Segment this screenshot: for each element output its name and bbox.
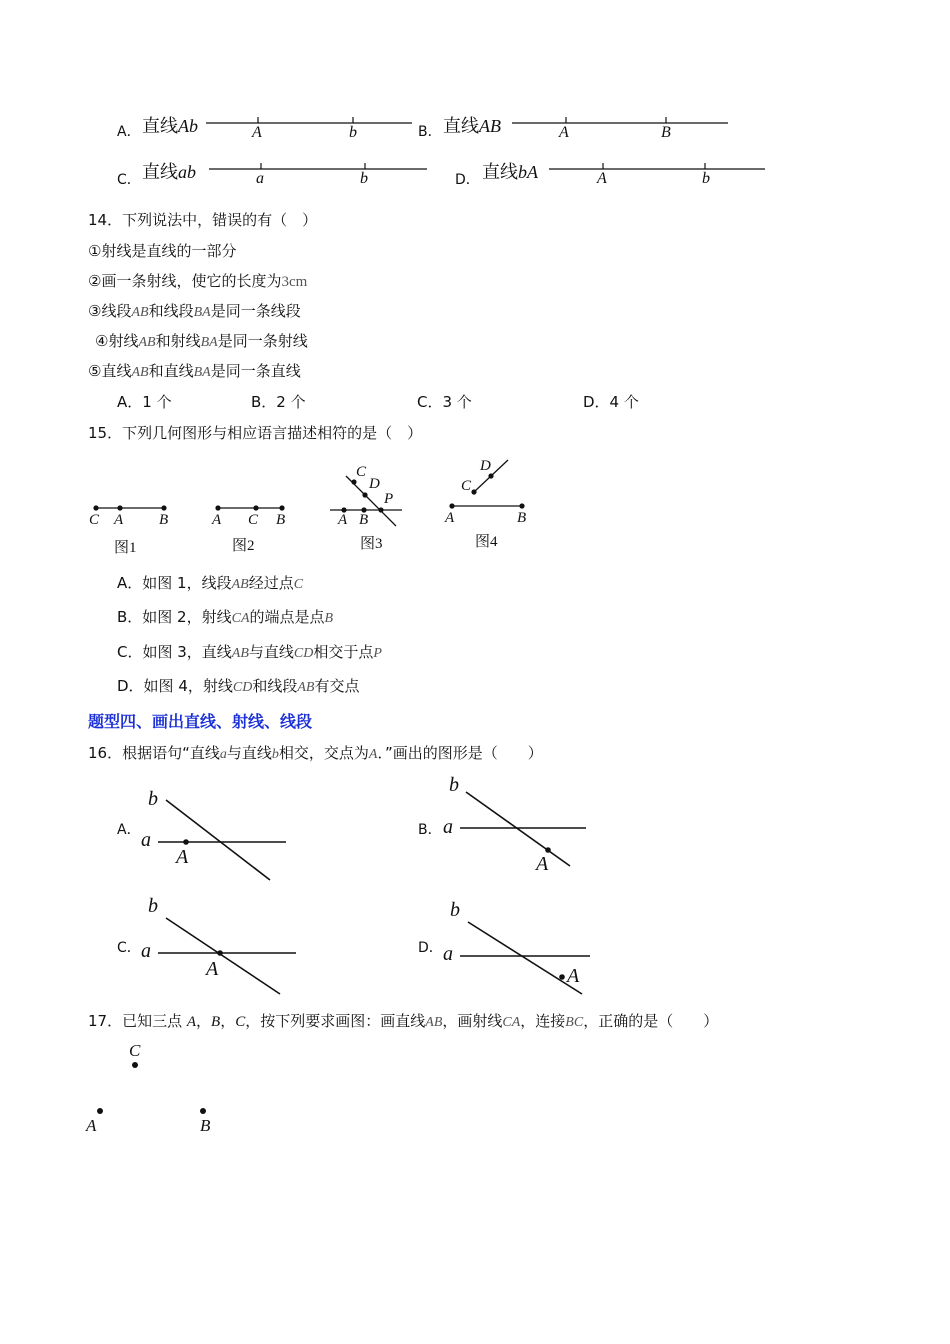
intersecting-lines: [140, 900, 310, 1000]
q17-stem: 17．已知三点 A，B，C，按下列要求画图：画直线AB，画射线CA，连接BC，正确的是（ ）: [88, 1012, 719, 1030]
line-figure: [545, 156, 771, 192]
point-label: D: [369, 476, 380, 492]
figure-caption: 图4: [475, 534, 498, 550]
point-label: A: [252, 124, 262, 141]
line-caption: 直线AB: [443, 116, 501, 136]
point-label-A: A: [206, 958, 219, 980]
q15-option-a: A．如图 1，线段AB经过点C: [117, 574, 304, 592]
line-label-a: a: [141, 940, 151, 962]
point-label: b: [349, 124, 357, 141]
figure-caption: 图1: [114, 540, 137, 556]
point-label: D: [480, 458, 491, 474]
line-label-b: b: [450, 899, 460, 921]
point-label: C: [356, 464, 367, 480]
line-label-a: a: [443, 943, 453, 965]
point-label: C: [89, 512, 100, 528]
point-label: A: [212, 512, 222, 528]
point-label: C: [248, 512, 259, 528]
intersecting-lines: [140, 780, 300, 890]
point-label: b: [702, 170, 710, 187]
point-label: C: [461, 478, 472, 494]
point-label-C: C: [129, 1041, 141, 1060]
point-label: B: [517, 510, 527, 526]
line-caption: 直线bA: [482, 162, 538, 182]
point-label: B: [359, 512, 369, 528]
point-label: B: [661, 124, 671, 141]
q14-statement-4: ④射线AB和射线BA是同一条射线: [95, 332, 308, 350]
option-letter: B．: [418, 124, 442, 140]
point-label: B: [276, 512, 286, 528]
point-B-dot: [198, 1106, 208, 1116]
q15-option-b: B．如图 2，射线CA的端点是点B: [117, 608, 334, 626]
line-figure: [205, 156, 431, 192]
q14-choice-c: C．3 个: [417, 393, 472, 411]
point-label: A: [114, 512, 124, 528]
line-label-a: a: [443, 816, 453, 838]
q14-choice-d: D．4 个: [583, 393, 639, 411]
option-letter: B．: [418, 822, 442, 838]
q14-statement-2: ②画一条射线，使它的长度为3cm: [88, 272, 308, 290]
option-letter: D．: [418, 940, 443, 956]
line-label-b: b: [449, 774, 459, 796]
point-label: B: [159, 512, 169, 528]
intersecting-lines: [440, 776, 600, 886]
q15-option-c: C．如图 3，直线AB与直线CD相交于点P: [117, 643, 382, 661]
q14-stem: 14．下列说法中，错误的有（ ）: [88, 211, 318, 229]
point-label-B: B: [200, 1116, 211, 1135]
line-caption: 直线Ab: [142, 116, 198, 136]
line-label-a: a: [141, 829, 151, 851]
option-letter: D．: [455, 172, 480, 188]
point-label-A: A: [536, 853, 549, 875]
point-label-A: A: [567, 965, 580, 987]
point-label: P: [384, 491, 394, 507]
q14-choice-b: B．2 个: [251, 393, 306, 411]
q14-statement-5: ⑤直线AB和直线BA是同一条直线: [88, 362, 301, 380]
q16-stem: 16．根据语句“直线a与直线b相交，交点为A．”画出的图形是（ ）: [88, 744, 543, 762]
point-label: A: [338, 512, 348, 528]
line-label-b: b: [148, 788, 158, 810]
q14-statement-3: ③线段AB和线段BA是同一条线段: [88, 302, 301, 320]
option-letter: A．: [117, 124, 141, 140]
point-label: A: [597, 170, 607, 187]
option-letter: A．: [117, 822, 141, 838]
line-caption: 直线ab: [142, 162, 196, 182]
figure-caption: 图3: [360, 536, 383, 552]
point-label: b: [360, 170, 368, 187]
line-label-b: b: [148, 895, 158, 917]
point-label: A: [559, 124, 569, 141]
point-label-A: A: [176, 846, 189, 868]
point-label-A: A: [86, 1116, 97, 1135]
section-heading: 题型四、画出直线、射线、线段: [88, 712, 313, 731]
point-label: A: [445, 510, 455, 526]
q14-statement-1: ①射线是直线的一部分: [88, 242, 237, 260]
q15-stem: 15．下列几何图形与相应语言描述相符的是（ ）: [88, 424, 423, 442]
line-figure: [200, 110, 420, 146]
point-label: a: [256, 170, 264, 187]
figure-caption: 图2: [232, 538, 255, 554]
line-figure: [506, 110, 732, 146]
point-A-dot: [95, 1106, 105, 1116]
option-letter: C．: [117, 172, 141, 188]
option-letter: C．: [117, 940, 141, 956]
q15-option-d: D．如图 4，射线CD和线段AB有交点: [117, 677, 360, 695]
q14-choice-a: A．1 个: [117, 393, 172, 411]
point-C-dot: [130, 1060, 140, 1070]
